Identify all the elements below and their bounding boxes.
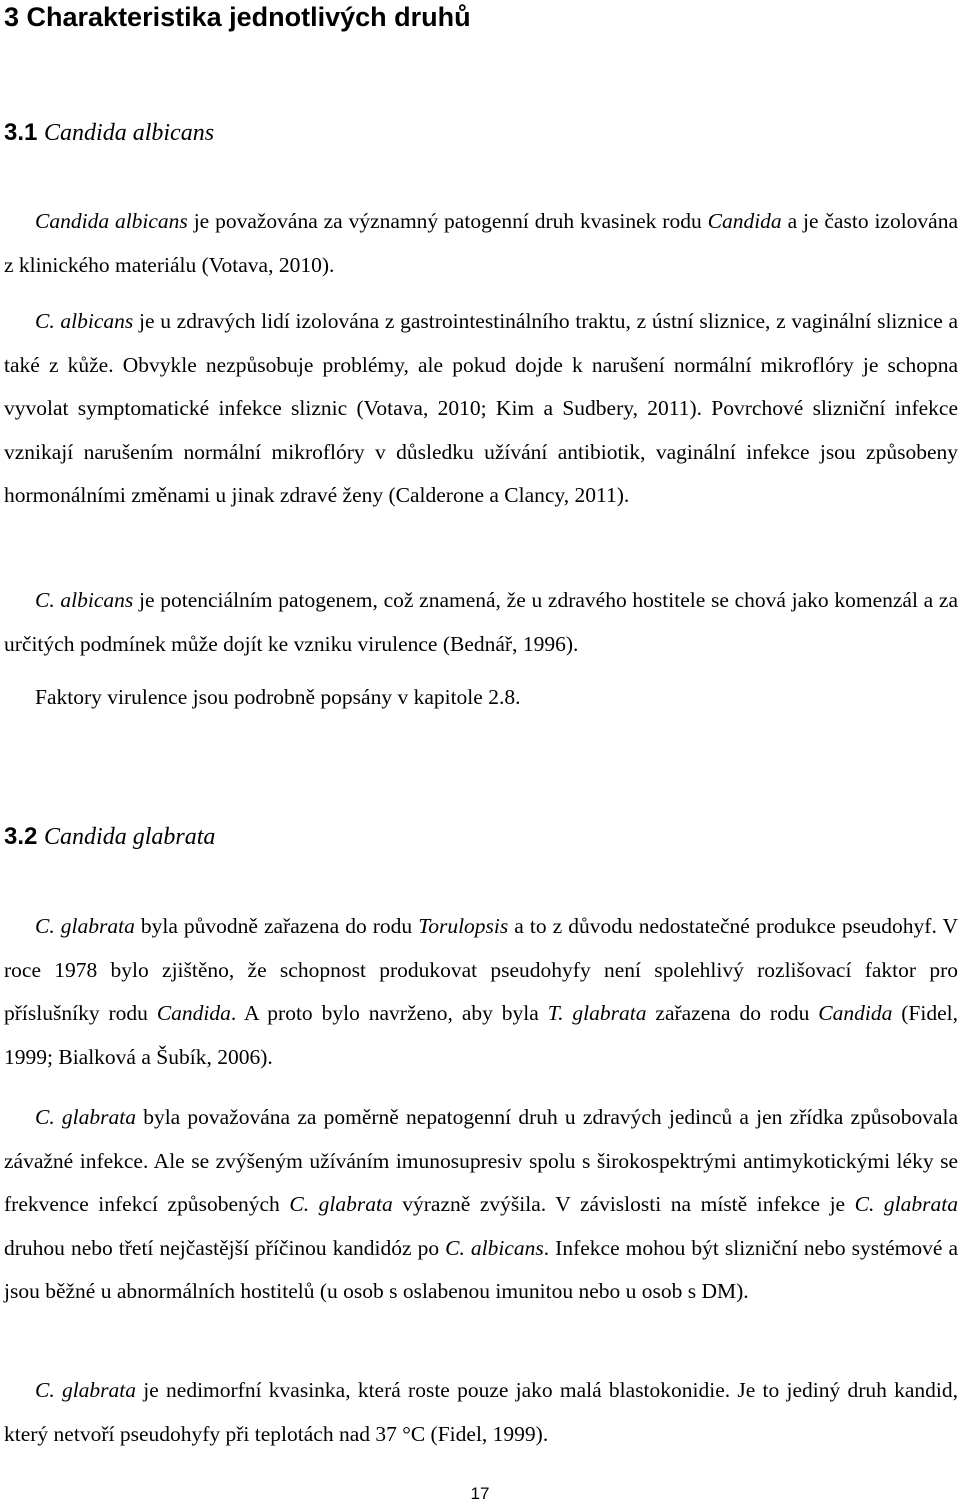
- species-name: C. glabrata: [35, 914, 135, 938]
- paragraph-text: je potenciálním patogenem, což znamená, že u zdravého hostitele se chová jako komenzál a za určitých podmínek může dojít ke vzniku virulence (Bednář, 1996).: [4, 588, 959, 656]
- paragraph-text: a je často izolována z klinického materiálu (Votava, 2010).: [4, 209, 959, 277]
- genus-name: Candida: [818, 1001, 893, 1025]
- paragraph-3: [4, 579, 958, 666]
- paragraph-text: druhou nebo třetí nejčastější příčinou kandidóz po: [4, 1235, 446, 1260]
- paragraph-text: je nedimorfní kvasinka, která roste pouze jako malá blastokonidie. Je to jediný druh kandid, který netvoří pseudohyfy při teplotách nad 37 °C (Fidel, 1999).: [4, 1378, 959, 1446]
- paragraph-text: byla původně zařazena do rodu: [134, 914, 419, 938]
- section-number: 3.2: [4, 823, 38, 850]
- section-heading-candida-glabrata: [4, 822, 215, 852]
- paragraph-text: je u zdravých lidí izolována z gastrointestinálního traktu, z ústní sliznice, z vaginální sliznice a také z kůže. Obvykle nezpůsobuje problémy, ale pokud dojde k narušení normální mikroflóry je schopna vyvolat symptomatické infekce sliznic (Votava, 2010; Kim a Sudbery, 2011). Povrchové slizniční infekce vznikají narušením normální mikroflóry v důsledku užívání antibiotik, vaginální infekce jsou způsobeny hormonálními změnami u jinak zdravé ženy (Calderone a Clancy, 2011).: [4, 309, 958, 507]
- section-number: 3.1: [4, 119, 38, 146]
- paragraph-6: [4, 1096, 958, 1314]
- section-heading-candida-albicans: [4, 118, 214, 148]
- species-name: C. glabrata: [854, 1192, 958, 1216]
- paragraph-text: . Infekce mohou být slizniční nebo systémové a jsou běžné u abnormálních hostitelů (u osob s oslabenou imunitou nebo u osob s DM).: [4, 1235, 959, 1303]
- genus-name: Candida: [156, 1001, 231, 1025]
- genus-name: Torulopsis: [418, 914, 509, 938]
- species-name: C. glabrata: [35, 1378, 137, 1402]
- page-number: 17: [470, 1484, 490, 1503]
- species-name: C. albicans: [35, 588, 134, 612]
- paragraph-text: (Fidel, 1999; Bialková a Šubík, 2006).: [4, 1001, 959, 1069]
- species-name: C. glabrata: [289, 1192, 393, 1216]
- species-name: Candida albicans: [35, 209, 188, 233]
- section-name: Candida glabrata: [44, 824, 216, 850]
- chapter-heading: 3 Charakteristika jednotlivých druhů: [4, 2, 471, 32]
- species-name: C. albicans: [445, 1235, 544, 1260]
- genus-name: Candida: [707, 209, 782, 233]
- paragraph-text: . A proto bylo navrženo, aby byla: [230, 1001, 548, 1025]
- paragraph-text: výrazně zvýšila. V závislosti na místě infekce je: [392, 1192, 855, 1216]
- species-name: T. glabrata: [547, 1001, 647, 1025]
- paragraph-text: a to z důvodu nedostatečné produkce pseudohyf. V roce 1978 bylo zjištěno, že schopnost produkovat pseudohyfy není spolehlivý rozlišovací faktor pro příslušníky rodu: [4, 914, 958, 1025]
- paragraph-7: [4, 1369, 958, 1456]
- paragraph-text: byla považována za poměrně nepatogenní druh u zdravých jedinců a jen zřídka způsobovala závažné infekce. Ale se zvýšeným užíváním imunosupresiv spolu s širokospektrými antimykotickými léky se frekvence infekcí způsobených: [4, 1105, 959, 1216]
- section-name: Candida albicans: [44, 120, 215, 146]
- paragraph-text: zařazena do rodu: [646, 1001, 819, 1025]
- species-name: C. glabrata: [35, 1105, 136, 1129]
- paragraph-1: [4, 200, 958, 287]
- paragraph-5: [4, 905, 958, 1079]
- paragraph-text: je považována za významný patogenní druh kvasinek rodu: [187, 209, 708, 233]
- paragraph-4: Faktory virulence jsou podrobně popsány v kapitole 2.8.: [35, 685, 521, 709]
- paragraph-2: [4, 300, 958, 518]
- species-name: C. albicans: [35, 309, 134, 333]
